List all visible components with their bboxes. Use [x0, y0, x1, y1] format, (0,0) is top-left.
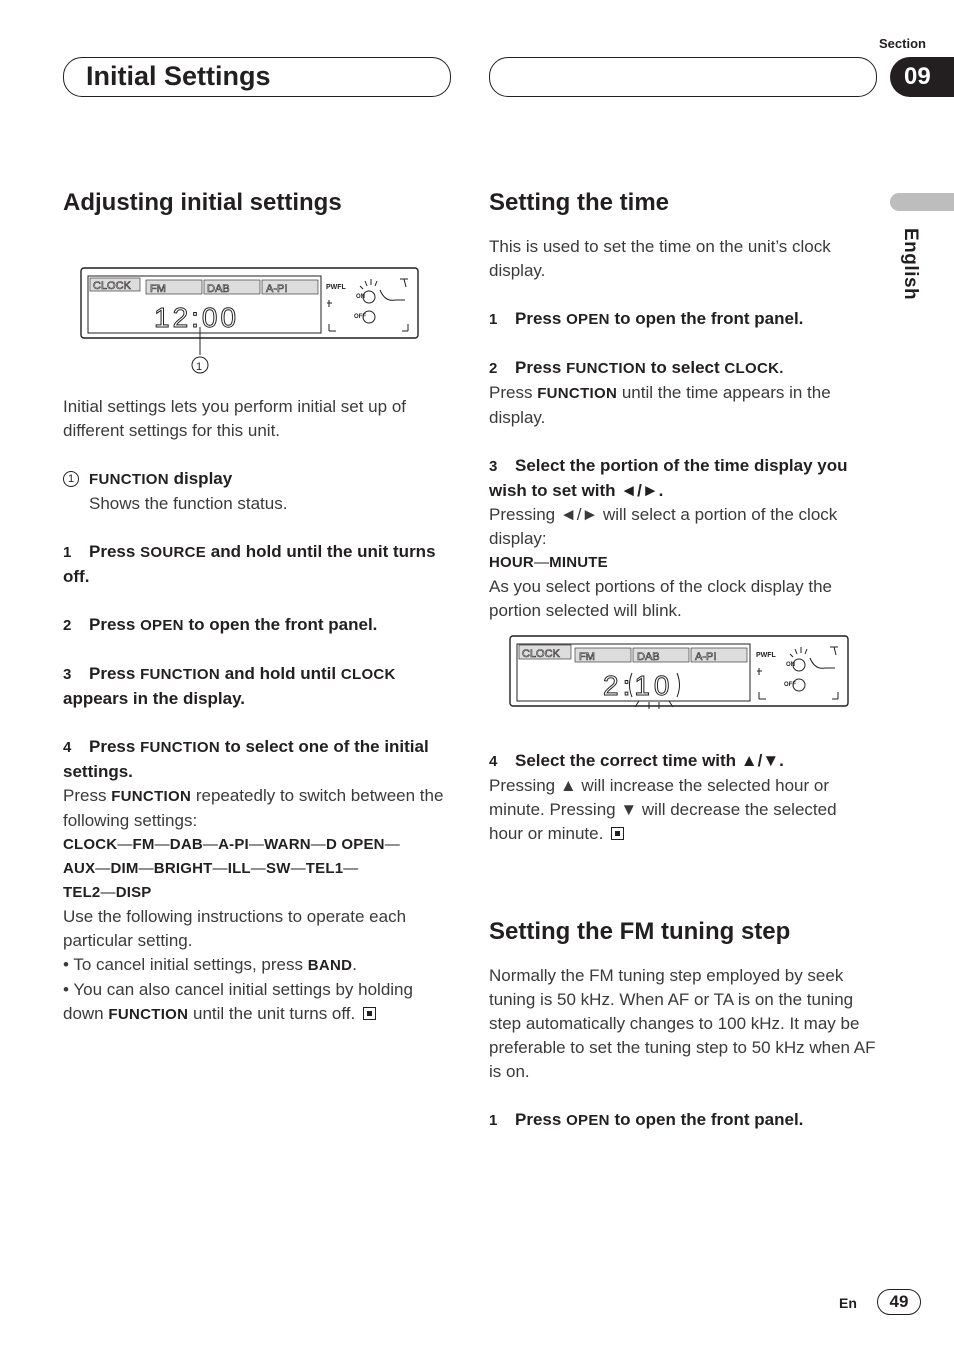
page-title: Initial Settings — [86, 61, 271, 91]
time-step-3-body-2: As you select portions of the clock display the portion selected will blink. — [489, 577, 833, 620]
lcd-display-illustration-time — [509, 635, 851, 715]
lcd-readout: 12:00 — [154, 302, 240, 333]
time-step-4: 4 Select the correct time with ▲/▼. — [489, 751, 784, 770]
intro-paragraph: Initial settings lets you perform initial set up of different settings for this unit. — [63, 397, 406, 440]
callout-marker: 1 — [63, 471, 79, 487]
lcd-on-label: ON — [786, 662, 795, 668]
time-step-2: 2 Press FUNCTION to select CLOCK. — [489, 358, 784, 377]
time-step-1: 1 Press OPEN to open the front panel. — [489, 309, 804, 328]
lcd-label-api: A-PI — [266, 283, 288, 295]
lcd-pwfl-label: PWFL — [326, 284, 346, 291]
heading-adjusting-initial-settings: Adjusting initial settings — [63, 189, 342, 216]
time-section-text — [489, 235, 874, 623]
lcd-pwfl-label: PWFL — [756, 652, 776, 659]
lcd-readout-blinking: 2:10 — [603, 670, 674, 701]
heading-setting-the-time: Setting the time — [489, 189, 670, 216]
lcd-off-label: OFF — [784, 682, 796, 688]
lcd-label-dab: DAB — [637, 651, 660, 663]
lcd-on-label: ON — [356, 294, 365, 300]
fm-intro: Normally the FM tuning step employed by seek tuning is 50 kHz. When AF or TA is on the tuning step automatically changes to 100 kHz. It may be preferable to set the tuning step to 50 kHz when AF is on. — [489, 966, 876, 1081]
lcd-label-clock: CLOCK — [522, 648, 560, 660]
time-intro: This is used to set the time on the unit’s clock display. — [489, 237, 831, 280]
lcd-label-fm: FM — [150, 283, 166, 295]
footer-language: En — [839, 1295, 857, 1311]
time-step-2-body: Press FUNCTION until the time appears in the display. — [489, 383, 831, 427]
page-number: 49 — [877, 1289, 921, 1315]
bullet-cancel-band: • To cancel initial settings, press BAND. — [63, 955, 357, 974]
lcd-display-illustration — [80, 267, 420, 379]
lcd-label-clock: CLOCK — [93, 280, 131, 292]
lcd-label-fm: FM — [579, 651, 595, 663]
fm-step-1: 1 Press OPEN to open the front panel. — [489, 1110, 804, 1129]
section-number-badge: 09 — [890, 57, 954, 97]
side-language-label: English — [900, 228, 921, 301]
lcd-callout-number: 1 — [196, 361, 203, 373]
left-column-text — [63, 395, 458, 1027]
lcd-label-dab: DAB — [207, 283, 230, 295]
time-step-3: 3 Select the portion of the time display you wish to set with ◄/►. — [489, 456, 848, 500]
end-mark-icon — [363, 1007, 376, 1020]
header-blank-frame — [489, 57, 877, 97]
step-4-body: Press FUNCTION repeatedly to switch between the following settings: — [63, 786, 444, 830]
time-step-4-body: Pressing ▲ will increase the selected hour or minute. Pressing ▼ will decrease the selected hour or minute. — [489, 776, 837, 843]
side-tab — [890, 193, 954, 211]
settings-sequence-line-3: TEL2—DISP — [63, 884, 152, 901]
settings-sequence-line-1: CLOCK—FM—DAB—A-PI—WARN—D OPEN— — [63, 836, 400, 853]
time-step-4-text — [489, 749, 874, 846]
bullet-cancel-function: • You can also cancel initial settings by holding down FUNCTION until the unit turns off. — [63, 980, 413, 1023]
instructions-text: Use the following instructions to operate each particular setting. — [63, 907, 407, 950]
lcd-off-label: OFF — [354, 314, 366, 320]
settings-sequence-line-2: AUX—DIM—BRIGHT—ILL—SW—TEL1— — [63, 860, 359, 877]
fm-section-text — [489, 964, 881, 1133]
step-1: 1 Press SOURCE and hold until the unit turns off. — [63, 542, 436, 586]
callout-item: 1 FUNCTION display — [63, 467, 458, 492]
step-3: 3 Press FUNCTION and hold until CLOCK appears in the display. — [63, 664, 396, 708]
lcd-label-api: A-PI — [695, 651, 717, 663]
step-2: 2 Press OPEN to open the front panel. — [63, 615, 378, 634]
time-step-3-body: Pressing ◄/► will select a portion of the clock display: — [489, 505, 838, 548]
end-mark-icon — [611, 827, 624, 840]
section-label: Section — [879, 36, 926, 51]
hour-minute-sequence: HOUR—MINUTE — [489, 554, 608, 571]
callout-description: Shows the function status. — [89, 494, 288, 513]
step-4: 4 Press FUNCTION to select one of the initial settings. — [63, 737, 429, 781]
heading-setting-fm-tuning-step: Setting the FM tuning step — [489, 918, 791, 945]
